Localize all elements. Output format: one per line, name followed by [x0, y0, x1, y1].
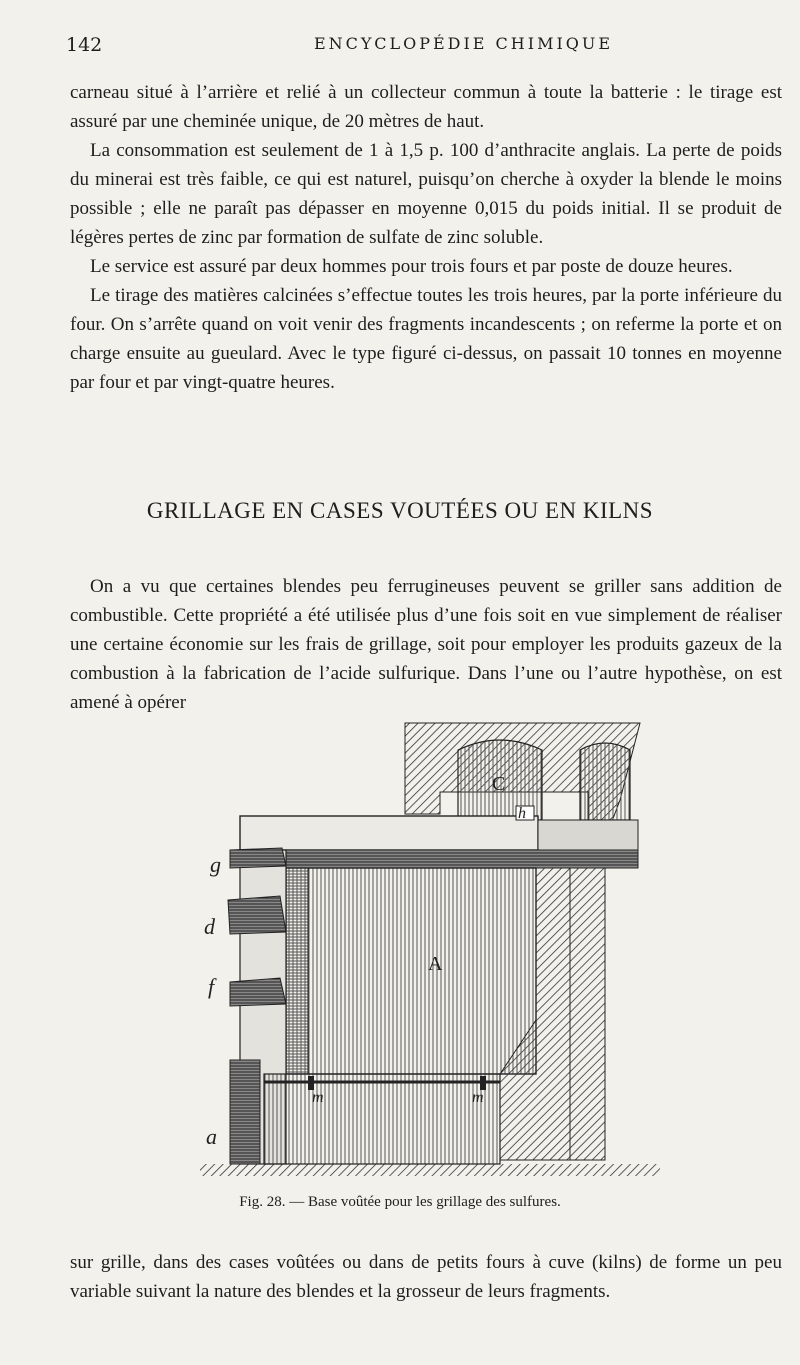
- label-m1: m: [312, 1089, 324, 1106]
- top-slab-right: [538, 820, 638, 850]
- running-title: ENCYCLOPÉDIE CHIMIQUE: [314, 34, 614, 53]
- label-m2: m: [472, 1089, 484, 1106]
- figure-caption: Fig. 28. — Base voûtée pour les grillage des sulfures.: [239, 1194, 561, 1210]
- paragraph-consumption: La consommation est seulement de 1 à 1,5 p. 100 d’anthracite anglais. La perte de poids du minerai est très faible, ce qui est naturel, puisqu’on cherche à oxyder la blende le moins possible ; elle ne paraît pas dépasser en moyenne 0,015 du poids initial. Il se produit de légères pertes de zinc par formation de sulfate de zinc soluble.: [70, 140, 782, 248]
- chamber-inner-wall: [286, 868, 308, 1074]
- label-g: g: [210, 852, 221, 877]
- paragraph-grille: sur grille, dans des cases voûtées ou dans de petits fours à cuve (kilns) de forme un peu variable suivant la nature des blendes et la grosseur de leurs fragments.: [70, 1252, 782, 1302]
- grate-support-1: [308, 1076, 314, 1090]
- text-block-section: [70, 572, 782, 717]
- page-header: [66, 34, 781, 62]
- label-d: d: [204, 914, 215, 939]
- text-block-top: [70, 78, 782, 397]
- label-f: f: [208, 974, 215, 999]
- door-d: [228, 896, 286, 934]
- door-a: [230, 1060, 260, 1164]
- dark-band: [240, 850, 638, 868]
- page-number: 142: [66, 34, 103, 56]
- paragraph-continued: carneau situé à l’arrière et relié à un collecteur commun à toute la batterie : le tirage est assuré par une cheminée unique, de 20 mètres de haut.: [70, 82, 782, 132]
- paragraph-draw: Le tirage des matières calcinées s’effectue toutes les trois heures, par la porte inférieure du four. On s’arrête quand on voit venir des fragments incandescents ; on referme la porte et on charge ensuite au gueulard. Avec le type figuré ci-dessus, on passait 10 tonnes en moyenne par four et par vingt-quatre heures.: [70, 285, 782, 393]
- flue-chamber-right: [580, 743, 630, 820]
- label-c: C: [492, 773, 506, 795]
- ash-pit: [264, 1074, 500, 1164]
- kiln-illustration: [200, 720, 660, 1190]
- ground-hatch: [200, 1164, 660, 1176]
- door-f: [230, 978, 286, 1006]
- chamber-a: [286, 868, 536, 1074]
- section-title: GRILLAGE EN CASES VOUTÉES OU EN KILNS: [146, 498, 654, 523]
- door-g: [230, 848, 286, 868]
- label-a: A: [428, 953, 443, 975]
- grate-support-2: [480, 1076, 486, 1090]
- label-h: h: [518, 805, 526, 822]
- label-a-door: a: [206, 1124, 217, 1149]
- paragraph-blendes: On a vu que certaines blendes peu ferrugineuses peuvent se griller sans addition de combustible. Cette propriété a été utilisée plus d’une fois soit en vue simplement de réaliser une certaine économie sur les frais de grillage, soit pour employer les produits gazeux de la combustion à la fabrication de l’acide sulfurique. Dans l’une ou l’autre hypothèse, on est amené à opérer: [70, 576, 782, 713]
- top-slab: [240, 816, 538, 850]
- text-block-bottom: [70, 1248, 782, 1306]
- paragraph-service: Le service est assuré par deux hommes pour trois fours et par poste de douze heures.: [90, 256, 733, 277]
- figure-kiln-diagram: [200, 720, 660, 1190]
